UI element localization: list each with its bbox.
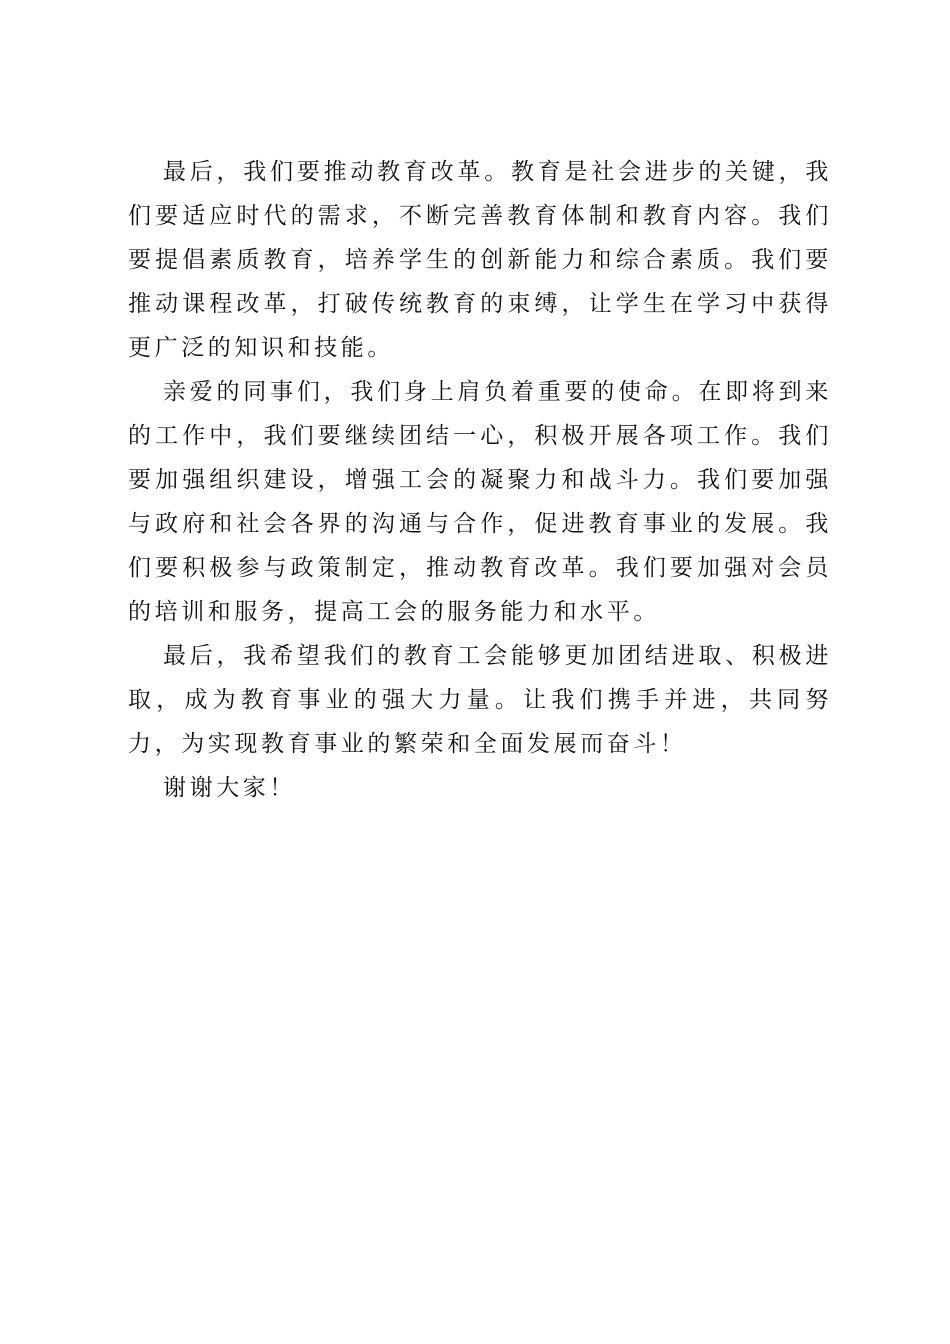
paragraph-mission: 亲爱的同事们，我们身上肩负着重要的使命。在即将到来的工作中，我们要继续团结一心，积极开展各项工作。我们要加强组织建设，增强工会的凝聚力和战斗力。我们要加强与政府和社会各界的沟通与合作，促进教育事业的发展。我们要积极参与政策制定，推动教育改革。我们要加强对会员的培训和服务，提高工会的服务能力和水平。 xyxy=(128,379,832,625)
document-body xyxy=(128,150,832,810)
paragraph-thanks: 谢谢大家！ xyxy=(163,775,296,801)
paragraph-education-reform: 最后，我们要推动教育改革。教育是社会进步的关键，我们要适应时代的需求，不断完善教育体制和教育内容。我们要提倡素质教育，培养学生的创新能力和综合素质。我们要推动课程改革，打破传统教育的束缚，让学生在学习中获得更广泛的知识和技能。 xyxy=(128,159,832,361)
paragraph-closing-hope: 最后，我希望我们的教育工会能够更加团结进取、积极进取，成为教育事业的强大力量。让我们携手并进，共同努力，为实现教育事业的繁荣和全面发展而奋斗！ xyxy=(128,643,832,757)
